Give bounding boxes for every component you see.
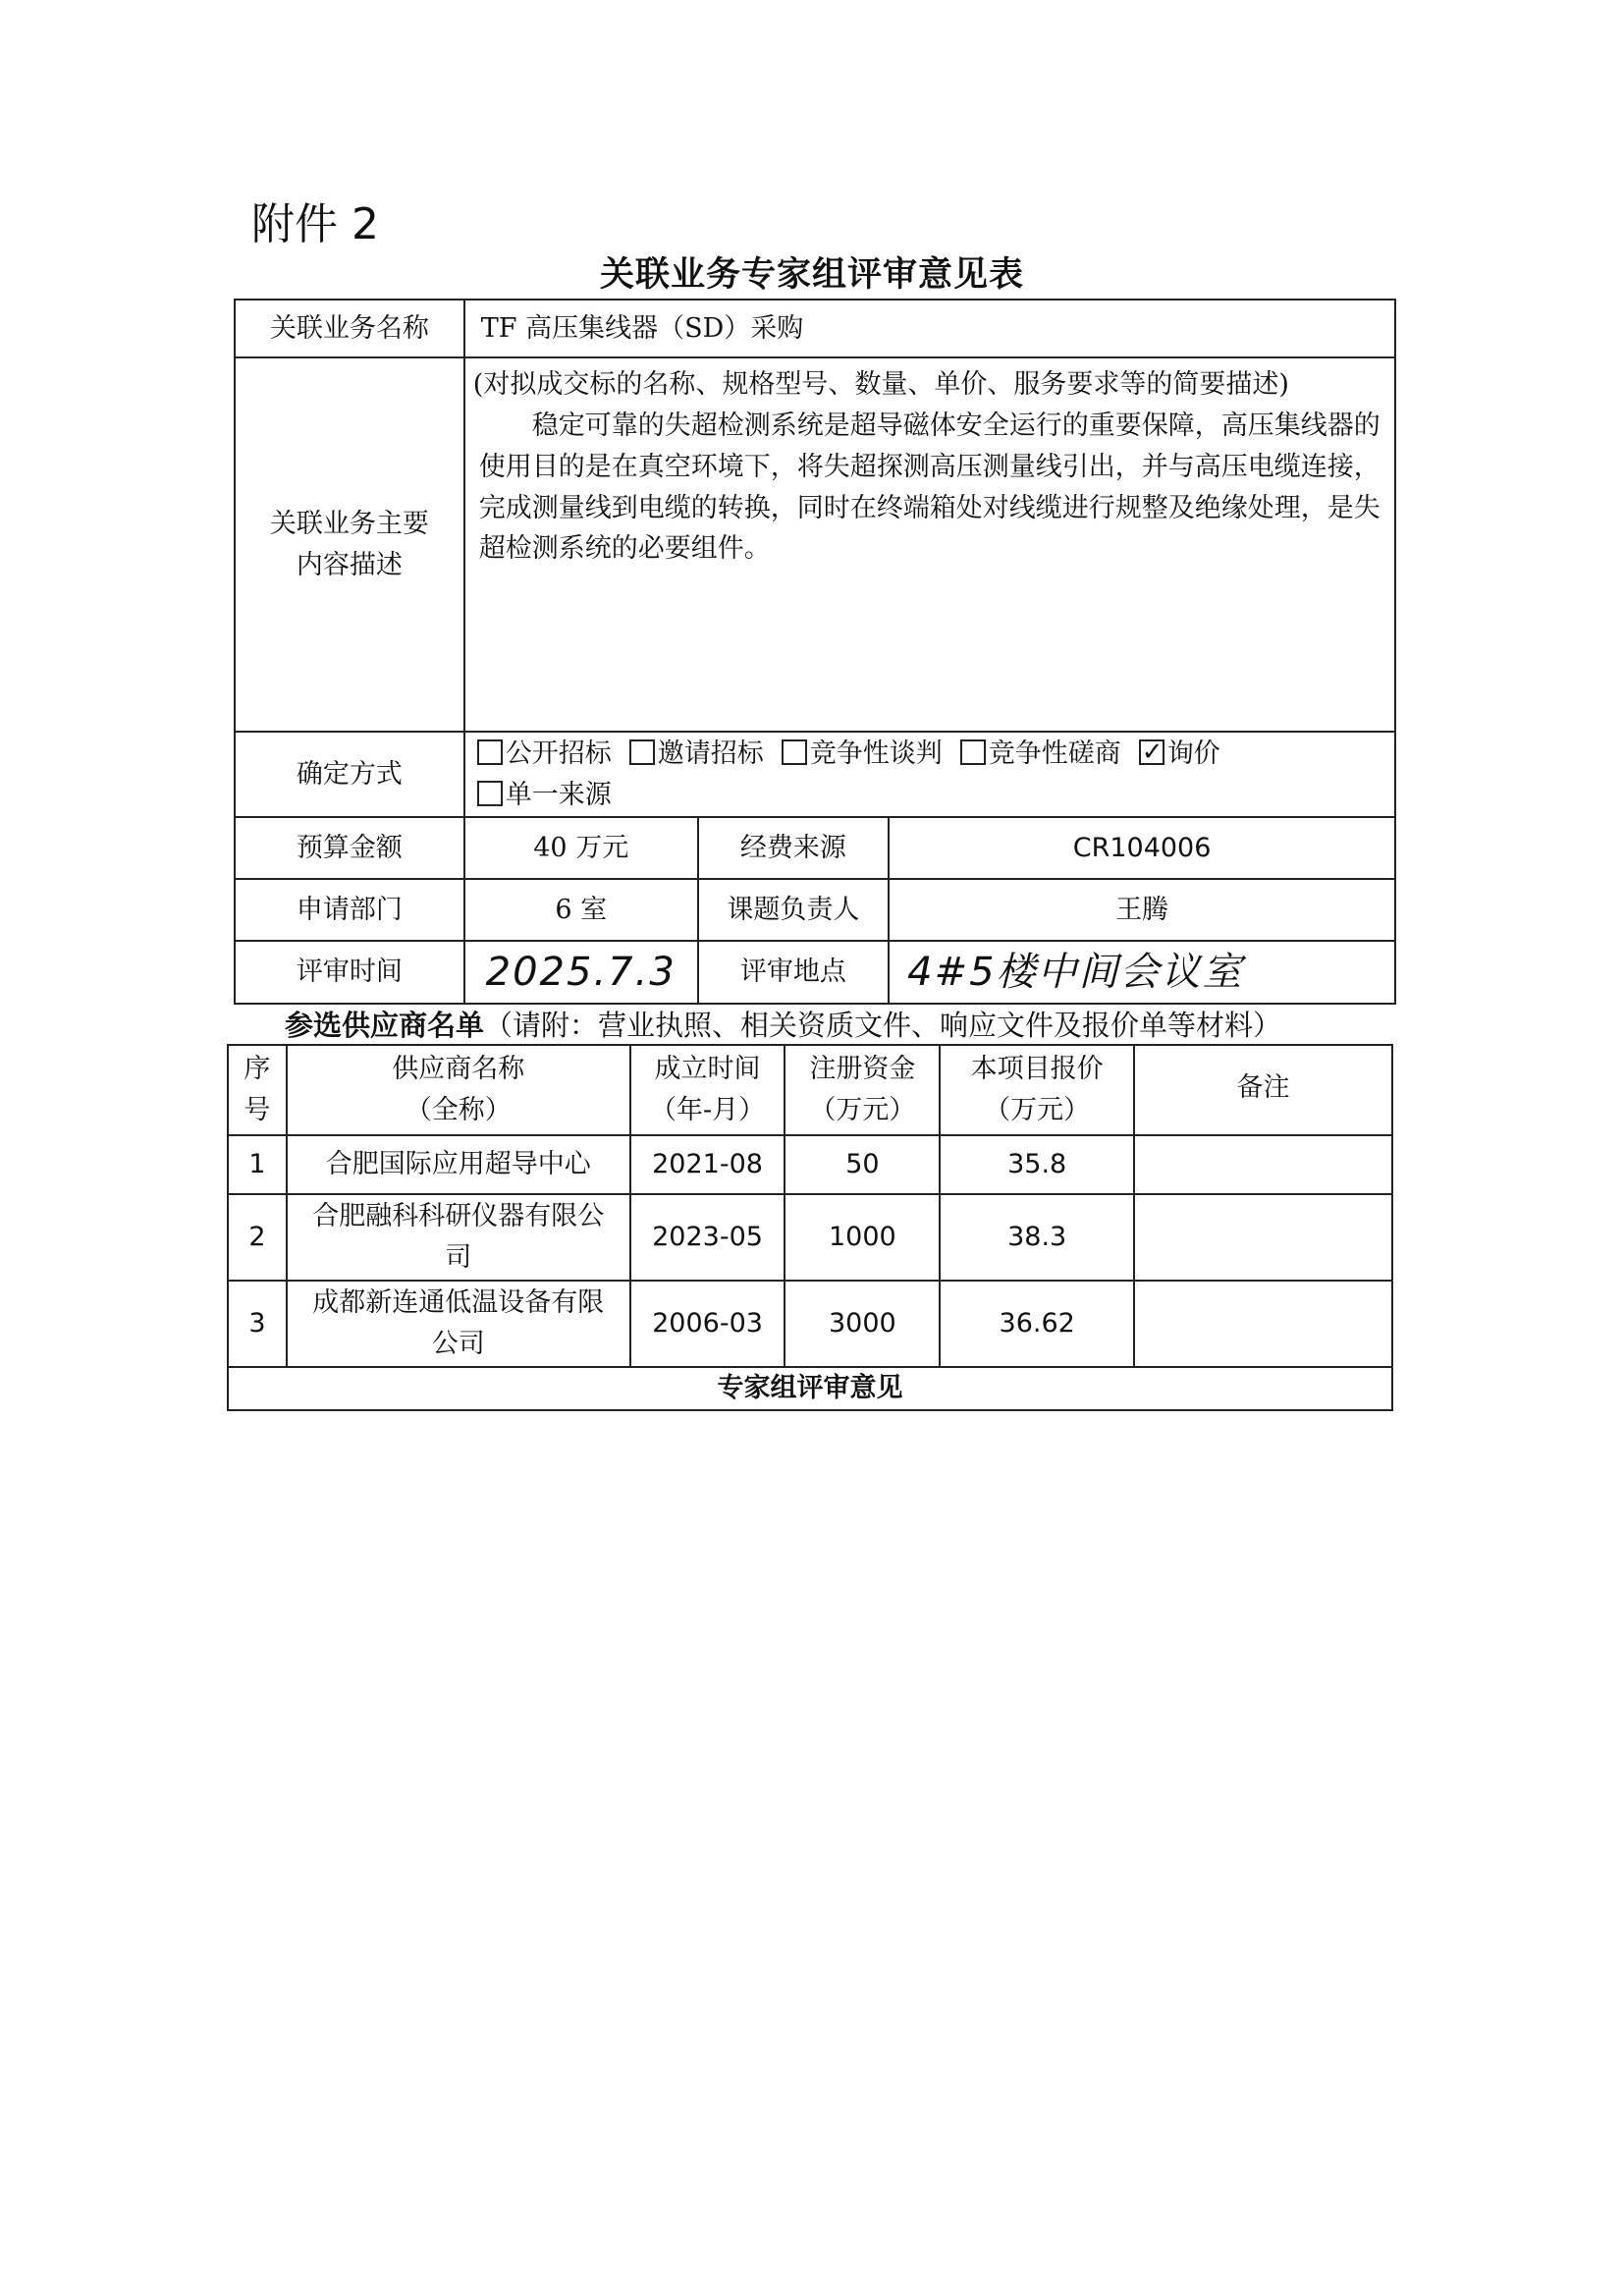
method-option [960,738,1121,769]
method-option-label: 询价 [1166,738,1220,769]
method-option-label: 竞争性谈判 [809,738,943,769]
fund-value: CR104006 [889,817,1395,879]
checked-checkbox-icon[interactable] [1139,739,1164,765]
review-time-value: 2025.7.3 [464,941,698,1004]
row-capital: 1000 [785,1194,940,1281]
row-founded: 2023-05 [630,1194,785,1281]
business-name-value: TF 高压集线器（SD）采购 [464,300,1395,357]
checkbox-icon[interactable] [782,739,807,765]
row-name: 合肥融科科研仪器有限公司 [287,1194,630,1281]
review-place-label: 评审地点 [698,941,889,1004]
method-option-label: 公开招标 [505,738,612,769]
business-desc-hint: (对拟成交标的名称、规格型号、数量、单价、服务要求等的简要描述) [472,369,1289,400]
checkbox-icon[interactable] [477,781,503,806]
header-founded: 成立时间（年-月） [630,1045,785,1135]
business-desc-label: 关联业务主要内容描述 [235,357,464,732]
row-no: 1 [228,1135,287,1194]
row-dept [235,879,1395,941]
method-option [629,738,764,769]
method-option [782,738,943,769]
row-capital: 50 [785,1135,940,1194]
method-label: 确定方式 [235,732,464,817]
row-founded: 2021-08 [630,1135,785,1194]
checkbox-icon[interactable] [960,739,986,765]
header-quote: 本项目报价（万元） [940,1045,1134,1135]
dept-label: 申请部门 [235,879,464,941]
row-quote: 35.8 [940,1135,1134,1194]
row-name: 合肥国际应用超导中心 [287,1135,630,1194]
suppliers-heading-note: （请附：营业执照、相关资质文件、响应文件及报价单等材料） [484,1009,1282,1042]
checkbox-icon[interactable] [629,739,655,765]
row-name: 成都新连通低温设备有限公司 [287,1281,630,1367]
method-option-label: 单一来源 [505,779,612,810]
budget-label: 预算金额 [235,817,464,879]
row-no: 2 [228,1194,287,1281]
suppliers-table [227,1044,1393,1411]
table-row [228,1194,1392,1281]
row-quote: 38.3 [940,1194,1134,1281]
business-name-label: 关联业务名称 [235,300,464,357]
leader-value: 王腾 [889,879,1395,941]
fund-label: 经费来源 [698,817,889,879]
business-desc-text: 稳定可靠的失超检测系统是超导磁体安全运行的重要保障，高压集线器的使用目的是在真空环境下，将失超探测高压测量线引出，并与高压电缆连接，完成测量线到电缆的转换，同时在终端箱处对线缆进行规整及绝缘处理，是失超检测系统的必要组件。 [478,410,1380,565]
row-quote: 36.62 [940,1281,1134,1367]
suppliers-heading-bold: 参选供应商名单 [285,1009,485,1042]
opinion-row [228,1367,1392,1410]
header-no: 序号 [228,1045,287,1135]
row-remark [1134,1194,1392,1281]
row-remark [1134,1281,1392,1367]
table-row [228,1281,1392,1367]
row-business-desc [235,357,1395,732]
method-options [464,732,1395,817]
header-capital: 注册资金（万元） [785,1045,940,1135]
method-option-label: 邀请招标 [657,738,764,769]
review-time-label: 评审时间 [235,941,464,1004]
row-budget [235,817,1395,879]
form-title: 关联业务专家组评审意见表 [599,255,1024,295]
checkbox-icon[interactable] [477,739,503,765]
row-business-name [235,300,1395,357]
dept-value: 6 室 [464,879,698,941]
header-remark: 备注 [1134,1045,1392,1135]
row-remark [1134,1135,1392,1194]
business-info-table [234,299,1396,1005]
suppliers-header-row [228,1045,1392,1135]
method-option [477,738,612,769]
budget-value: 40 万元 [464,817,698,879]
row-capital: 3000 [785,1281,940,1367]
row-review [235,941,1395,1004]
opinion-label: 专家组评审意见 [228,1367,1392,1410]
attachment-label: 附件 2 [251,199,379,249]
leader-label: 课题负责人 [698,879,889,941]
review-place-value: 4#5楼中间会议室 [889,941,1395,1004]
method-option [477,780,612,810]
method-option [1139,738,1220,769]
business-desc-cell [464,357,1395,732]
header-name: 供应商名称（全称） [287,1045,630,1135]
row-method [235,732,1395,817]
row-no: 3 [228,1281,287,1367]
row-founded: 2006-03 [630,1281,785,1367]
table-row [228,1135,1392,1194]
method-option-label: 竞争性磋商 [988,738,1121,769]
suppliers-heading [285,1004,1281,1044]
